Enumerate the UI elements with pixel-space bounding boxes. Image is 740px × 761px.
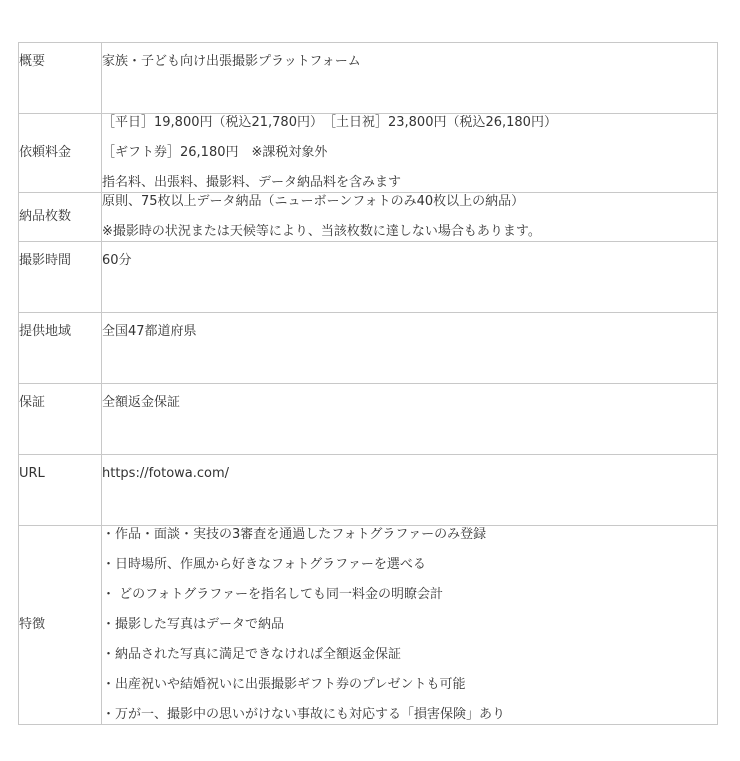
feature-item: ・出産祝いや結婚祝いに出張撮影ギフト券のプレゼントも可能 xyxy=(102,677,466,692)
row-label: URL xyxy=(19,455,102,526)
feature-item: ・ どのフォトグラファーを指名しても同一料金の明瞭会計 xyxy=(102,587,443,602)
feature-item: ・作品・面談・実技の3審査を通過したフォトグラファーのみ登録 xyxy=(102,527,487,542)
table-row-overview xyxy=(19,43,718,114)
table-row-fee xyxy=(19,114,718,193)
row-value xyxy=(102,43,718,114)
feature-item: ・万が一、撮影中の思いがけない事故にも対応する「損害保険」あり xyxy=(102,707,506,722)
spec-table-container xyxy=(18,42,718,725)
value-line: 全額返金保証 xyxy=(102,395,181,410)
row-label: 概要 xyxy=(19,43,102,114)
row-label: 提供地域 xyxy=(19,313,102,384)
row-value xyxy=(102,242,718,313)
value-line: ［平日］19,800円（税込21,780円） ［土日祝］23,800円（税込26,180円） xyxy=(102,115,557,130)
row-value xyxy=(102,193,718,242)
table-row-service-area xyxy=(19,313,718,384)
table-row-guarantee xyxy=(19,384,718,455)
table-row-delivery-count xyxy=(19,193,718,242)
feature-item: ・撮影した写真はデータで納品 xyxy=(102,617,285,632)
value-line: ［ギフト券］26,180円 ※課税対象外 xyxy=(102,145,328,160)
row-label: 依頼料金 xyxy=(19,114,102,193)
table-row-url xyxy=(19,455,718,526)
row-label: 納品枚数 xyxy=(19,193,102,242)
service-spec-table xyxy=(18,42,718,725)
row-value xyxy=(102,455,718,526)
row-label: 特徴 xyxy=(19,526,102,725)
value-line: 原則、75枚以上データ納品（ニューボーンフォトのみ40枚以上の納品） xyxy=(102,194,525,209)
row-value xyxy=(102,526,718,725)
value-line: ※撮影時の状況または天候等により、当該枚数に達しない場合もあります。 xyxy=(102,224,541,239)
table-row-features xyxy=(19,526,718,725)
row-label: 保証 xyxy=(19,384,102,455)
value-line: 家族・子ども向け出張撮影プラットフォーム xyxy=(102,54,361,69)
row-label: 撮影時間 xyxy=(19,242,102,313)
url-text: https://fotowa.com/ xyxy=(102,466,230,481)
row-value xyxy=(102,313,718,384)
feature-item: ・日時場所、作風から好きなフォトグラファーを選べる xyxy=(102,557,426,572)
feature-item: ・納品された写真に満足できなければ全額返金保証 xyxy=(102,647,402,662)
value-line: 指名料、出張料、撮影料、データ納品料を含みます xyxy=(102,175,402,190)
value-line: 全国47都道府県 xyxy=(102,324,197,339)
row-value xyxy=(102,114,718,193)
value-line: 60分 xyxy=(102,253,132,268)
row-value xyxy=(102,384,718,455)
table-row-shooting-time xyxy=(19,242,718,313)
